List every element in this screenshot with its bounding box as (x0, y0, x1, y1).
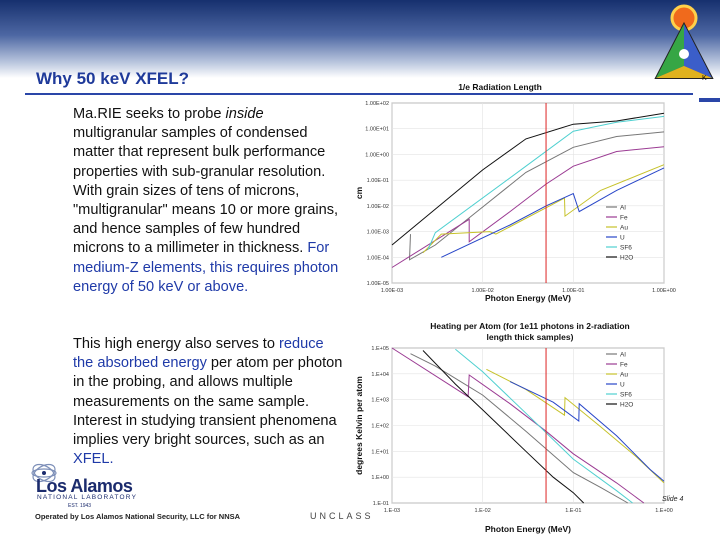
y-axis-label: degrees Kelvin per atom (354, 376, 364, 475)
chart-title-line1: Heating per Atom (for 1e11 photons in 2-radiation (430, 321, 630, 331)
lanl-name: Los Alamos (36, 476, 133, 496)
x-tick-label: 1.00E+00 (652, 288, 676, 294)
x-tick-label: 1.00E-01 (562, 288, 585, 294)
legend-label: SF6 (620, 391, 632, 399)
chart-title (430, 321, 629, 342)
paragraph-probe (73, 105, 345, 297)
legend-label: Fe (620, 214, 628, 222)
lanl-established: EST. 1943 (68, 503, 92, 509)
slide-title: Why 50 keV XFEL? (36, 69, 190, 88)
y-tick-label: 1.E-01 (372, 501, 389, 507)
classification-marking: UNCLASS (310, 511, 374, 521)
y-tick-label: 1.E+01 (371, 449, 389, 456)
legend-label: Al (620, 351, 626, 359)
y-tick-label: 1.00E+02 (365, 101, 389, 107)
para1-text-c: multigranular samples of condensed matter that represent bulk performance properties with sub-granular resolution. With grain sizes of tens of microns, "multigranular" means 10 or more grains, and hence samples of few hundred microns to a millimeter in thickness. (73, 125, 339, 257)
para1-text-italic: inside (225, 106, 264, 122)
svg-text:K: K (702, 75, 707, 82)
chart-title-line2: length thick samples) (486, 332, 574, 342)
heating-per-atom-chart (350, 318, 672, 538)
legend-label: Al (620, 204, 626, 212)
lanl-subtitle: NATIONAL LABORATORY (37, 494, 138, 501)
y-tick-label: 1.E+05 (371, 346, 389, 352)
footer-operator: Operated by Los Alamos National Security, LLC for NNSA (35, 512, 241, 521)
legend-label: U (620, 234, 625, 242)
para2-highlight: reduce the absorbed energy (73, 336, 324, 372)
x-axis-label: Photon Energy (MeV) (485, 524, 571, 534)
paragraph-energy (73, 335, 345, 469)
legend-label: Fe (620, 361, 628, 369)
x-tick-label: 1.E-03 (383, 508, 401, 514)
chart-title: 1/e Radiation Length (458, 82, 542, 92)
y-tick-label: 1.E+02 (371, 423, 389, 430)
y-tick-label: 1.00E-05 (366, 281, 389, 287)
legend-label: H2O (620, 254, 634, 262)
x-tick-label: 1.E+00 (655, 508, 673, 514)
radiation-length-chart (350, 77, 676, 307)
x-tick-label: 1.E-02 (474, 508, 491, 514)
y-tick-label: 1.00E-04 (366, 255, 389, 262)
legend-label: Au (620, 224, 628, 232)
legend-label: H2O (620, 401, 634, 409)
y-tick-label: 1.00E-03 (366, 229, 389, 236)
header-banner (0, 0, 720, 78)
legend-label: U (620, 381, 625, 389)
slide-number: Slide 4 (662, 496, 684, 503)
para1-text-a: Ma.RIE seeks to probe (73, 106, 226, 122)
x-axis-label: Photon Energy (MeV) (485, 293, 571, 303)
y-tick-label: 1.E+00 (371, 475, 389, 482)
y-tick-label: 1.E+04 (371, 371, 389, 378)
y-tick-label: 1.00E-01 (366, 178, 389, 185)
x-tick-label: 1.00E-02 (471, 288, 494, 294)
y-tick-label: 1.00E+01 (365, 126, 389, 133)
para2-xfel: XFEL. (73, 451, 114, 468)
legend-label: SF6 (620, 244, 632, 252)
y-axis-label: cm (354, 186, 364, 200)
legend-label: Au (620, 371, 628, 379)
para2-text-a: This high energy also serves to (73, 336, 280, 352)
x-tick-label: 1.E-01 (565, 508, 582, 514)
x-tick-label: 1.00E-03 (380, 288, 404, 294)
para1-highlight: For medium-Z elements, this requires photon energy of 50 keV or above. (73, 240, 339, 295)
y-tick-label: 1.00E-02 (366, 203, 389, 210)
y-tick-label: 1.00E+00 (365, 152, 389, 159)
para2-text-c: per atom per photon in the probing, and allows multiple measurements on the same sample. Interest in studying transient phenomena implies very bright sources, such as an (73, 355, 343, 449)
y-tick-label: 1.E+03 (371, 397, 389, 404)
